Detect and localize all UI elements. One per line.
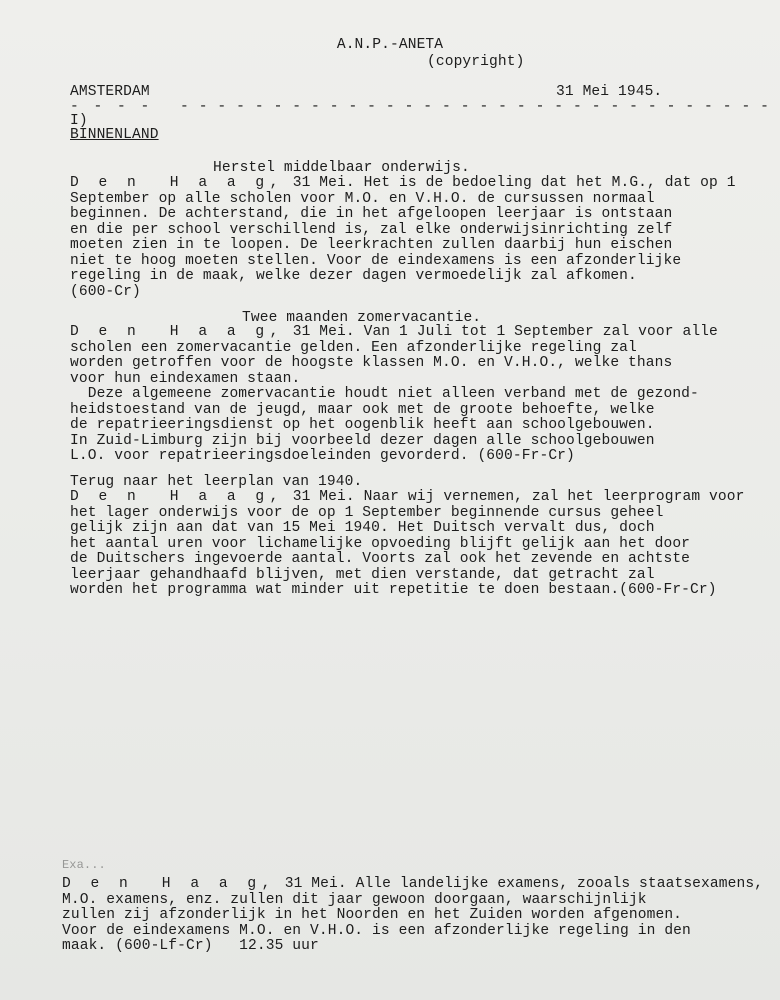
article-4-line-2: M.O. examens, enz. zullen dit jaar gewoon doorgaan, waarschijnlijk: [62, 891, 647, 908]
article-3-dateline: D e n H a a g,: [70, 489, 284, 505]
article-2-line-6: heidstoestand van de jeugd, maar ook met de groote behoefte, welke: [70, 401, 655, 418]
article-3-line-6: leerjaar gehandhaafd blijven, met dien verstande, dat getracht zal: [70, 566, 655, 583]
article-1-line-3: beginnen. De achterstand, die in het afgeloopen leerjaar is ontstaan: [70, 206, 673, 222]
article-2-dateline: D e n H a a g,: [70, 324, 284, 340]
article-1-line-2: September op alle scholen voor M.O. en V.H.O. de cursussen normaal: [70, 190, 655, 207]
article-2-title: Twee maanden zomervacantie.: [242, 310, 482, 326]
agency-name: A.N.P.-ANETA: [336, 37, 444, 53]
article-3-line-4: het aantal uren voor lichamelijke opvoeding blijft gelijk aan het door: [70, 535, 691, 552]
article-1-line-8: (600-Cr): [70, 283, 141, 300]
article-2-line-9: L.O. voor repatrieeringsdoeleinden gevorderd. (600-Fr-Cr): [70, 448, 575, 464]
article-2-line-5: Deze algemeene zomervacantie houdt niet alleen verband met de gezond-: [70, 386, 699, 402]
article-3-body: [70, 490, 744, 599]
article-2-line-8: In Zuid-Limburg zijn bij voorbeeld dezer dagen alle schoolgebouwen: [70, 432, 655, 449]
bulletin-date: 31 Mei 1945.: [556, 84, 663, 100]
article-3-line-5: de Duitschers ingevoerde aantal. Voorts zal ook het zevende en achtste: [70, 551, 691, 567]
article-1-title: Herstel middelbaar onderwijs.: [213, 160, 470, 176]
section-title: BINNENLAND: [70, 127, 159, 143]
article-3-line-3: gelijk zijn aan dat van 15 Mei 1940. Het Duitsch vervalt dus, doch: [70, 520, 655, 536]
article-1-line-4: en die per school verschillend is, zal elke onderwijsinrichting zelf: [70, 221, 673, 238]
article-2-line-1: D e n H a a g, 31 Mei. Van 1 Juli tot 1 September zal voor alle: [70, 324, 718, 340]
article-4-line-5: maak. (600-Lf-Cr) 12.35 uur: [62, 938, 319, 954]
article-2-line-3: worden getroffen voor de hoogste klassen M.O. en V.H.O., welke thans: [70, 355, 673, 371]
article-2-line-4: voor hun eindexamen staan.: [70, 370, 301, 387]
copyright-note: (copyright): [427, 54, 525, 70]
article-3-line-2: het lager onderwijs voor de op 1 September beginnende cursus geheel: [70, 504, 664, 521]
article-1-line-6: niet te hoog moeten stellen. Voor de eindexamens is een afzonderlijke: [70, 252, 682, 269]
city-dashes: - - - -: [70, 99, 153, 115]
section-number: I): [70, 113, 88, 129]
article-1-line-5: moeten zien in te loopen. De leerkrachten zullen daarbij hun eischen: [70, 237, 673, 253]
article-4-line-4: Voor de eindexamens M.O. en V.H.O. is een afzonderlijke regeling in den: [62, 922, 691, 939]
article-2-body: [70, 325, 718, 465]
article-4-body: [62, 877, 763, 955]
article-3-line-1: D e n H a a g, 31 Mei. Naar wij vernemen, zal het leerprogram voor: [70, 489, 745, 505]
article-1-line-7: regeling in de maak, welke dezer dagen vermoedelijk zal afkomen.: [70, 268, 637, 284]
article-2-line-2: scholen een zomervacantie gelden. Een afzonderlijke regeling zal: [70, 339, 637, 356]
separator-dashes: - - - - - - - - - - - - - - - - - - - - - - - - - - - - - - - -: [180, 99, 770, 115]
article-4-line-3: zullen zij afzonderlijk in het Noorden en het Zuiden worden afgenomen.: [62, 907, 683, 923]
city-name: AMSTERDAM: [70, 84, 150, 100]
article-4-dateline: D e n H a a g,: [62, 876, 276, 892]
article-2-line-7: de repatrieeringsdienst op het oogenblik heeft aan schoolgebouwen.: [70, 417, 655, 433]
article-1-dateline: D e n H a a g,: [70, 175, 284, 191]
article-1-body: [70, 176, 736, 300]
article-3-title: Terug naar het leerplan van 1940.: [70, 474, 363, 490]
article-4-line-1: D e n H a a g, 31 Mei. Alle landelijke examens, zooals staatsexamens,: [62, 876, 764, 892]
article-4-title: Exa...: [62, 858, 106, 872]
article-3-line-7: worden het programma wat minder uit repetitie te doen bestaan.(600-Fr-Cr): [70, 582, 717, 598]
article-1-line-1: D e n H a a g, 31 Mei. Het is de bedoeling dat het M.G., dat op 1: [70, 175, 736, 191]
